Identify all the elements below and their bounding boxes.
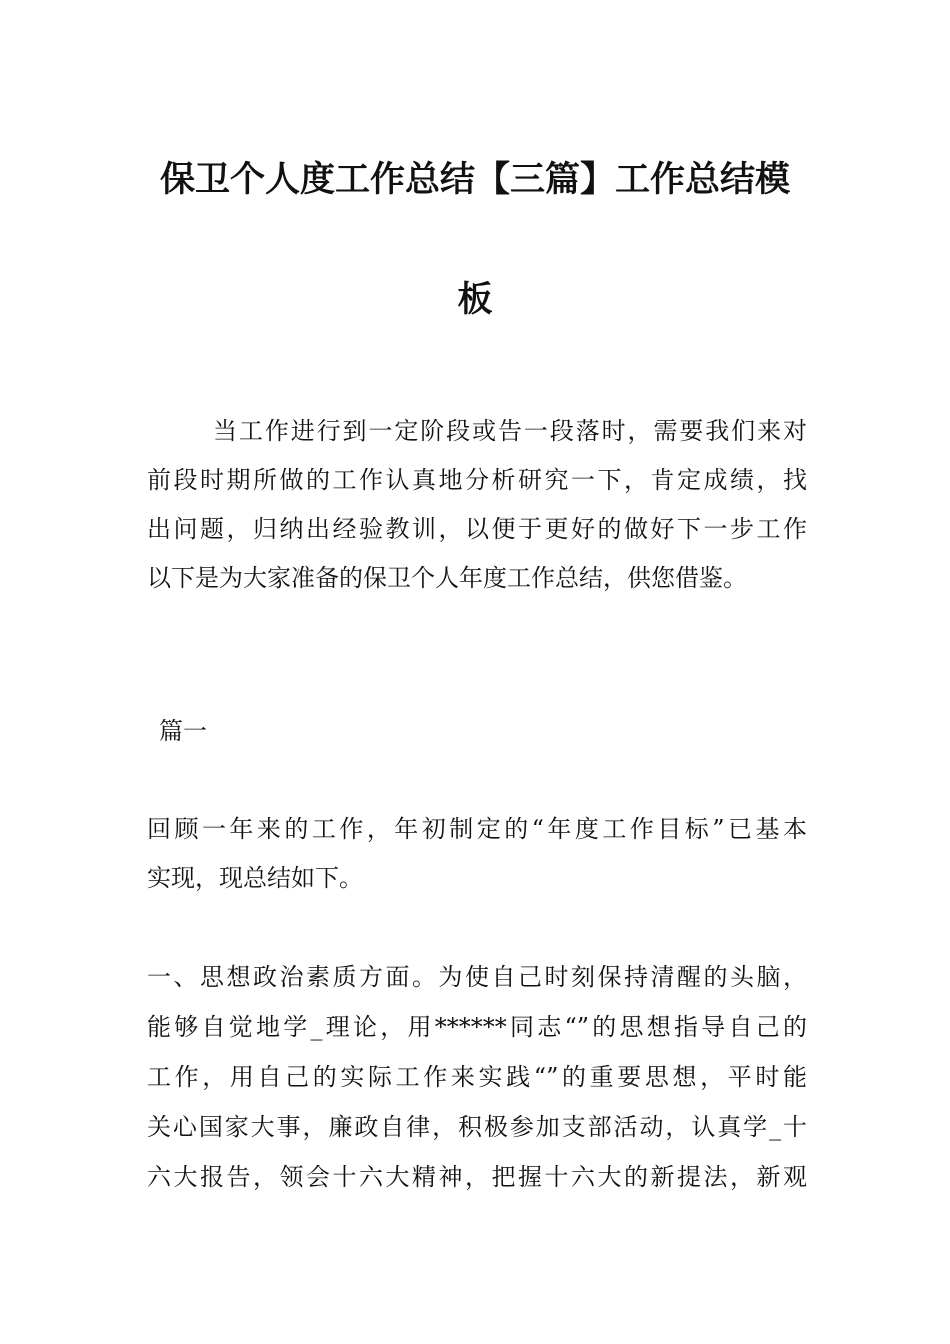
point-one-paragraph-line: 六大报告，领会十六大精神，把握十六大的新提法，新观: [147, 1163, 807, 1191]
intro-paragraph-line: 以下是为大家准备的保卫个人年度工作总结，供您借鉴。: [147, 564, 747, 592]
point-one-paragraph-line: 一、思想政治素质方面。为使自己时刻保持清醒的头脑，: [147, 963, 807, 991]
review-paragraph-line: 实现，现总结如下。: [147, 864, 363, 892]
point-one-paragraph-line: 工作，用自己的实际工作来实践“”的重要思想，平时能: [147, 1063, 807, 1091]
intro-paragraph-line: 出问题，归纳出经验教训，以便于更好的做好下一步工作: [147, 515, 807, 543]
point-one-paragraph-line: 关心国家大事，廉政自律，积极参加支部活动，认真学_十: [147, 1113, 807, 1141]
point-one-paragraph-line: 能够自觉地学_理论，用******同志“”的思想指导自己的: [147, 1013, 807, 1041]
document-title-line-1: 保卫个人度工作总结【三篇】工作总结模: [159, 160, 790, 200]
intro-paragraph-line: 当工作进行到一定阶段或告一段落时，需要我们来对: [213, 417, 807, 445]
document-title-line-2: 板: [457, 280, 493, 320]
review-paragraph-line: 回顾一年来的工作，年初制定的“年度工作目标”已基本: [147, 815, 807, 843]
intro-paragraph-line: 前段时期所做的工作认真地分析研究一下，肯定成绩，找: [147, 466, 807, 494]
section-label: 篇一: [159, 717, 207, 745]
